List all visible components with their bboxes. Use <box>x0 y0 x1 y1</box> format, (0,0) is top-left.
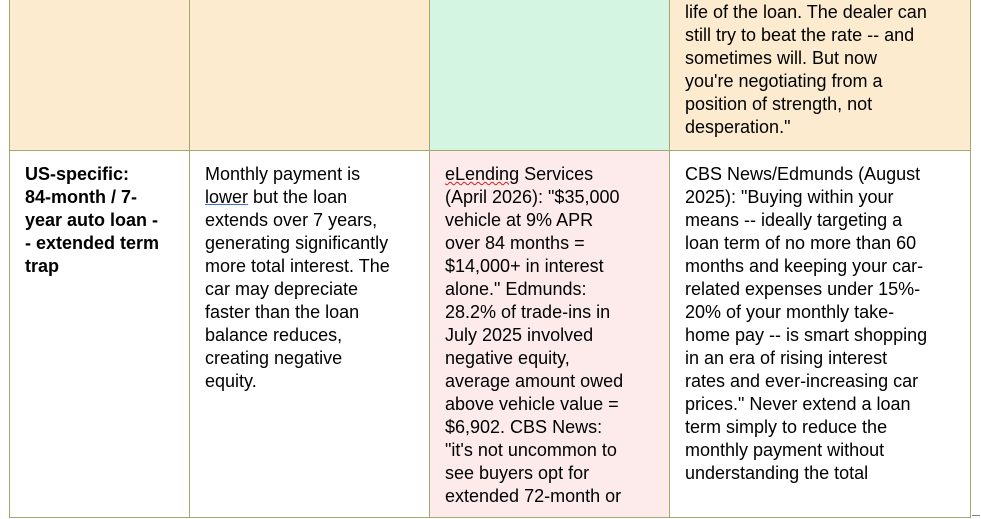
table-cell[interactable] <box>10 151 190 518</box>
evidence-body: Services (April 2026): "$35,000 vehicle at 9% APR over 84 months = $14,000+ in interest alone." Edmunds: 28.2% of trade-ins in July 2025 involved negative equity, average amount owed above vehicle value = $6,902. CBS News: "it's not uncommon to see buyers opt for extended 72-month or <box>445 164 624 506</box>
risk-title: US-specific: 84-month / 7- year auto loan - - extended term trap <box>25 164 160 276</box>
table-cell[interactable] <box>190 0 430 151</box>
advice-text-continued: life of the loan. The dealer can still try to beat the rate -- and sometimes will. But now you're negotiating from a position of strength, not desperation." <box>685 2 927 137</box>
advice-text: CBS News/Edmunds (August 2025): "Buying within your means -- ideally targeting a loan term of no more than 60 months and keeping your car- related expenses under 15%- 20% of your monthly take- home pay -- is smart shopping in an era of rising interest rates and ever-increasing car prices." Never extend a loan term simply to reduce the monthly payment without understanding the total <box>685 164 928 483</box>
spelling-error-word: eLending <box>445 164 520 184</box>
page-corner-mark <box>972 515 980 516</box>
table-cell[interactable] <box>670 0 971 151</box>
evidence-text <box>445 151 669 508</box>
description-before: Monthly payment is <box>205 164 361 184</box>
table-cell[interactable] <box>430 151 670 518</box>
table-row <box>10 0 971 151</box>
spelling-flagged-word: lower <box>205 187 249 207</box>
table-cell[interactable] <box>670 151 971 518</box>
table-row <box>10 151 971 518</box>
description-after: but the loan extends over 7 years, generating significantly more total interest. The car may depreciate faster than the loan balance reduces, creating negative equity. <box>205 187 390 391</box>
risk-description <box>205 151 429 393</box>
table-cell[interactable] <box>190 151 430 518</box>
table-cell[interactable] <box>430 0 670 151</box>
risk-table <box>9 0 971 518</box>
table-cell[interactable] <box>10 0 190 151</box>
